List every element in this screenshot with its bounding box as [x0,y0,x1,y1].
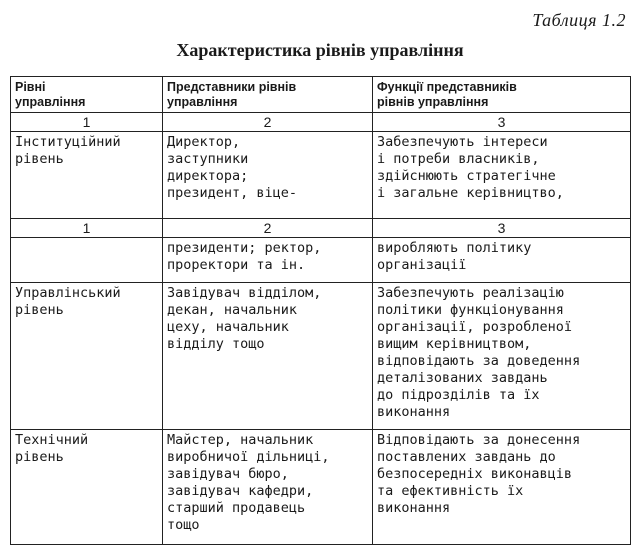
column-number-cell: 1 [11,219,163,238]
column-number-cell: 3 [373,113,631,132]
column-number-cell: 2 [163,113,373,132]
functions-cell: Відповідають за донесення поставлених завдань до безпосередніх виконавців та ефективність їх виконання [373,430,631,545]
column-number-cell: 3 [373,219,631,238]
table-row-technical [11,430,631,545]
header-cell-functions: Функції представників рівнів управління [373,77,631,113]
representatives-cell: Майстер, начальник виробничої дільниці, завідувач бюро, завідувач кафедри, старший продавець тощо [163,430,373,545]
level-cell: Управлінський рівень [11,283,163,430]
table-row-institutional [11,132,631,219]
representatives-cell: президенти; ректор, проректори та ін. [163,238,373,283]
table-title: Характеристика рівнів управління [176,40,464,60]
representatives-cell: Директор, заступники директора; президент, віце- [163,132,373,219]
column-number-row [11,113,631,132]
header-cell-representatives: Представники рівнів управління [163,77,373,113]
functions-cell: Забезпечують інтереси і потреби власників, здійснюють стратегічне і загальне керівництво, [373,132,631,219]
column-number-cell: 2 [163,219,373,238]
level-cell [11,238,163,283]
representatives-cell: Завідувач відділом, декан, начальник цеху, начальник відділу тощо [163,283,373,430]
column-number-row-continued [11,219,631,238]
table-row-managerial [11,283,631,430]
functions-cell: Забезпечують реалізацію політики функціонування організації, розробленої вищим керівництвом, відповідають за доведення деталізованих завдань до підрозділів та їх виконання [373,283,631,430]
table-header-row [11,77,631,113]
table-row-institutional-continued [11,238,631,283]
column-number-cell: 1 [11,113,163,132]
header-cell-levels: Рівні управління [11,77,163,113]
functions-cell: виробляють політику організації [373,238,631,283]
level-cell: Технічний рівень [11,430,163,545]
table-number: Таблиця 1.2 [532,10,626,30]
levels-table [10,76,631,545]
level-cell: Інституційний рівень [11,132,163,219]
